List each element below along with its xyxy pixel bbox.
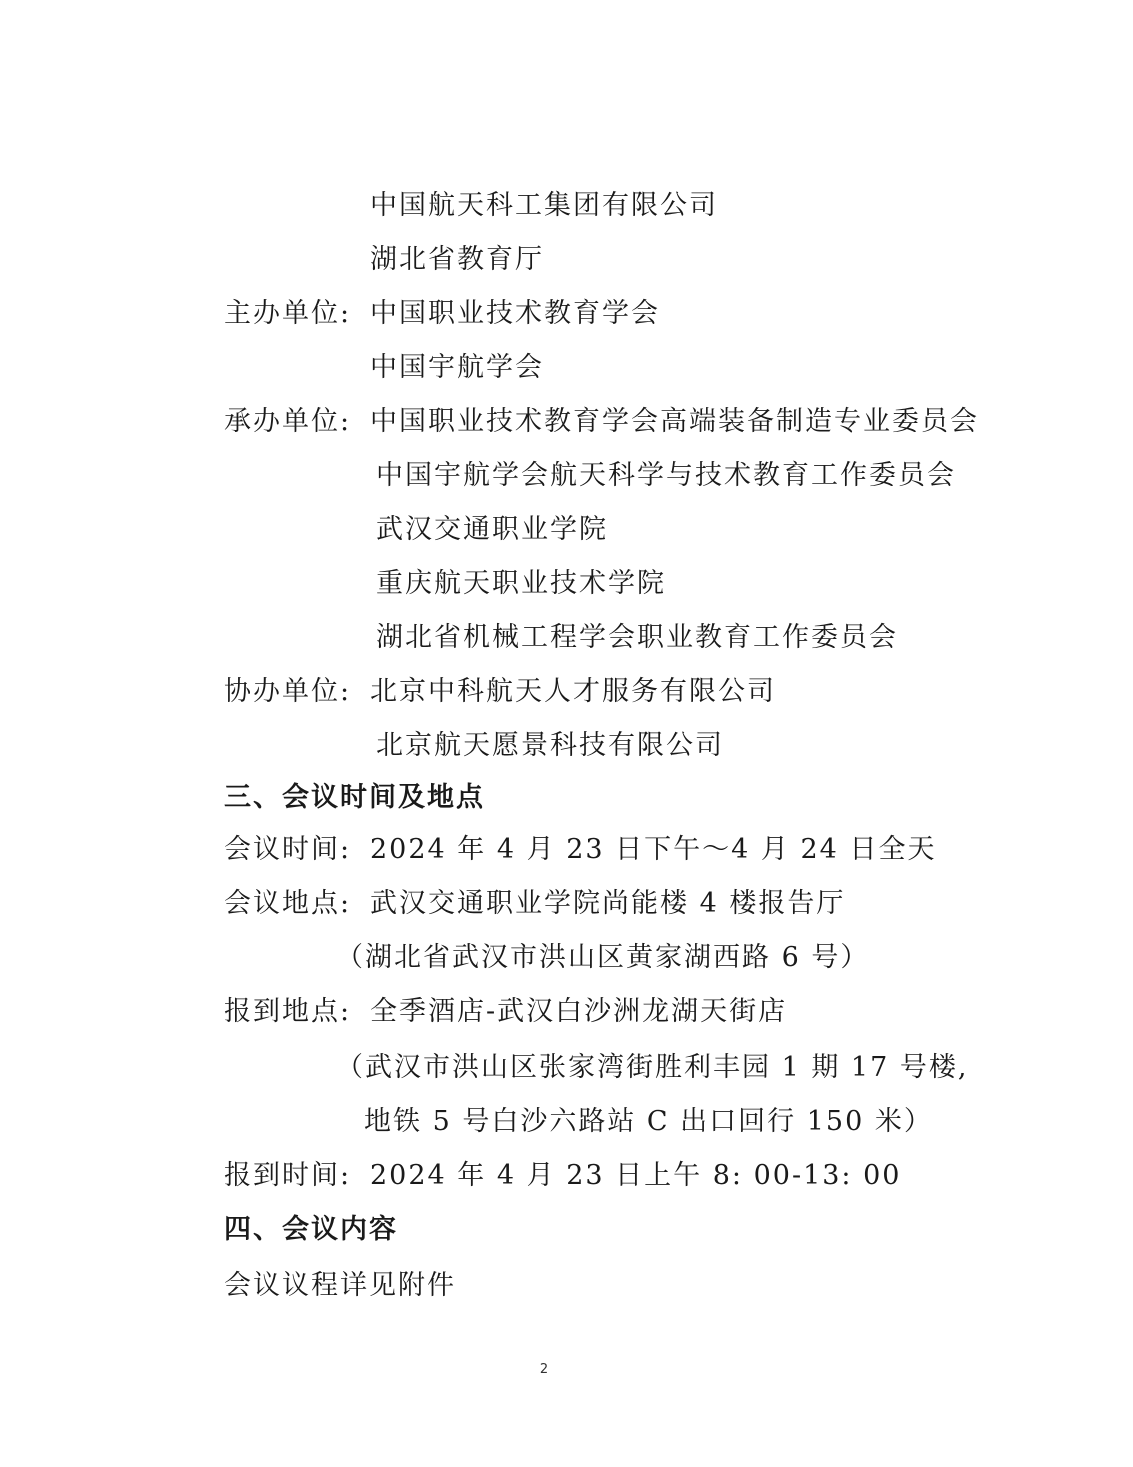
checkin-time-value: 2024 年 4 月 23 日上午 8: 00-13: 00: [370, 1160, 902, 1191]
page-number: 2: [539, 1362, 549, 1377]
checkin-address-line-1: （武汉市洪山区张家湾街胜利丰园 1 期 17 号楼,: [336, 1052, 969, 1083]
guide-unit: 湖北省教育厅: [370, 244, 544, 275]
checkin-place-row: [224, 994, 787, 1030]
undertake-row: [224, 404, 979, 440]
undertake-label: 承办单位:: [224, 406, 352, 437]
meeting-place-row: [224, 886, 845, 922]
host-unit: 中国宇航学会: [370, 352, 544, 383]
meeting-time-label: 会议时间:: [224, 834, 352, 865]
undertake-unit: 湖北省机械工程学会职业教育工作委员会: [376, 622, 898, 653]
assist-unit: 北京中科航天人才服务有限公司: [370, 676, 776, 707]
undertake-unit: 中国宇航学会航天科学与技术教育工作委员会: [376, 460, 956, 491]
meeting-time-row: [224, 832, 936, 868]
checkin-place-value: 全季酒店-武汉白沙洲龙湖天街店: [370, 996, 788, 1027]
section-3-heading: 三、会议时间及地点: [224, 782, 485, 813]
assist-row: [224, 674, 776, 710]
checkin-address-line-2: 地铁 5 号白沙六路站 C 出口回行 150 米）: [364, 1106, 933, 1137]
checkin-time-label: 报到时间:: [224, 1160, 352, 1191]
host-row: [224, 296, 660, 332]
meeting-time-value: 2024 年 4 月 23 日下午～4 月 24 日全天: [370, 834, 937, 865]
section-4-text: 会议议程详见附件: [224, 1270, 456, 1301]
meeting-place-label: 会议地点:: [224, 888, 352, 919]
section-4-heading: 四、会议内容: [224, 1214, 398, 1245]
guide-unit: 中国航天科工集团有限公司: [370, 190, 718, 221]
undertake-unit: 中国职业技术教育学会高端装备制造专业委员会: [370, 406, 979, 437]
meeting-place-address: （湖北省武汉市洪山区黄家湖西路 6 号）: [336, 942, 870, 973]
host-label: 主办单位:: [224, 298, 352, 329]
checkin-place-label: 报到地点:: [224, 996, 352, 1027]
undertake-unit: 重庆航天职业技术学院: [376, 568, 666, 599]
host-unit: 中国职业技术教育学会: [370, 298, 660, 329]
meeting-place-value: 武汉交通职业学院尚能楼 4 楼报告厅: [370, 888, 846, 919]
undertake-unit: 武汉交通职业学院: [376, 514, 608, 545]
checkin-time-row: [224, 1158, 901, 1194]
assist-label: 协办单位:: [224, 676, 352, 707]
assist-unit: 北京航天愿景科技有限公司: [376, 730, 724, 761]
